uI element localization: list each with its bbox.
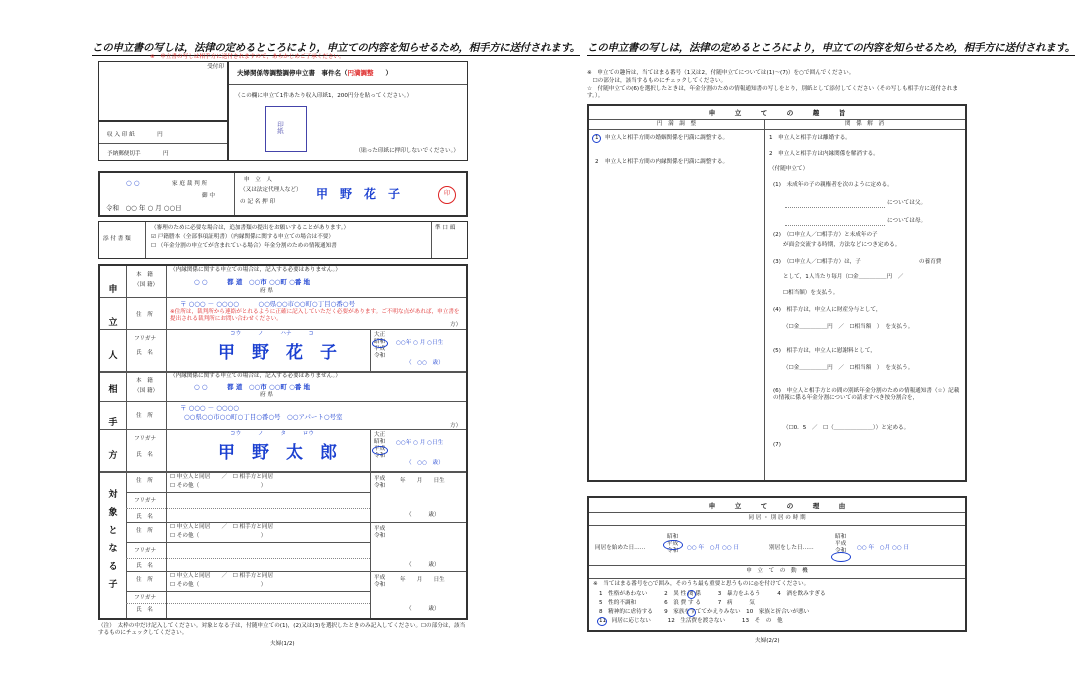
respondent-fuken: 府 県 xyxy=(260,392,273,398)
respondent-honseki: ○ ○ 都 道 ○○市 ○○町 ○番 地 xyxy=(194,383,311,391)
en-2-num: 2 xyxy=(595,159,599,165)
form-page-2 xyxy=(585,0,1075,683)
r-honseki-label: 本 籍 xyxy=(136,378,153,384)
court-box xyxy=(98,171,468,217)
child1-shimei: 氏 名 xyxy=(136,514,153,520)
applicant-side-label: 申 立 人 xyxy=(108,285,118,361)
applicant-name-big: 甲 野 花 子 xyxy=(218,343,337,363)
inshi-note: （貼った印紙に押印しないでください。） xyxy=(355,148,459,154)
case-title: 夫婦関係等調整調停申立書 事件名（円満調整 ） xyxy=(237,69,392,77)
applicant-era: 大正 昭和 平成 令和 xyxy=(374,332,386,359)
r-kokuseki-label: （国 籍） xyxy=(134,388,159,394)
respondent-postal: 〒 ○○○ － ○○○○ xyxy=(180,404,239,412)
doki-11-circle xyxy=(597,617,607,626)
child2-jusho-label: 住 所 xyxy=(136,528,153,534)
court-pref: ○ ○ xyxy=(126,179,140,187)
dokyo-era-circle xyxy=(663,540,683,550)
attach-box xyxy=(98,221,468,259)
child3-addr1: ☐ 申立人と同居 ／ ☐ 相手方と同居 xyxy=(170,573,274,579)
honseki-note: （内縁関係に関する申立ての場合は，記入する必要はありません。） xyxy=(170,267,341,273)
respondent-birth: ○○年 ○ 月 ○日生 xyxy=(396,440,444,446)
kankei-header: 関 係 解 消 xyxy=(844,121,885,127)
gochu: 御 中 xyxy=(202,193,215,199)
dokyo-start-label: 同居を始めた日…… xyxy=(595,545,646,551)
r-honseki-note: （内縁関係に関する申立ての場合は，記入する必要はありません。） xyxy=(170,373,341,379)
respondent-side-label: 相 手 方 xyxy=(108,385,118,461)
kankei-2: 2 申立人と相手方は内縁関係を解消する。 xyxy=(769,151,879,157)
respondent-era: 大正 昭和 平成 令和 xyxy=(374,432,386,459)
fuzui-3d: ☐相当額）を支払う。 xyxy=(783,290,839,296)
fuzui-1: (1) 未成年の子の親権者を次のように定める。 xyxy=(773,182,893,188)
applicant-fuken: 府 県 xyxy=(260,288,273,294)
respondent-kata: 方） xyxy=(450,423,462,429)
fuzui-3c: として，1人当たり毎月（☐金＿＿＿＿＿円 ／ xyxy=(783,274,904,280)
applicant-age: （ ○○ 歳） xyxy=(406,360,444,366)
child1-jusho-label: 住 所 xyxy=(136,478,153,484)
fuzui-1a: については父。 xyxy=(887,200,927,206)
r-jusho-label: 住 所 xyxy=(136,413,153,419)
fuzui-3b: の養育費 xyxy=(919,259,942,265)
honseki-label: 本 籍 xyxy=(136,272,153,278)
applicant-kata: 方） xyxy=(450,322,462,328)
child1-era: 平成 令和 xyxy=(374,476,386,489)
applicant-birth: ○○年 ○ 月 ○日生 xyxy=(396,340,444,346)
junkou: 準 口 頭 xyxy=(435,225,456,231)
riyu-title: 申 立 て の 理 由 xyxy=(708,502,846,510)
applicant-furigana-label: フリガナ xyxy=(134,336,157,342)
attach-label: 添 付 書 類 xyxy=(103,236,131,242)
dokyo-era: 昭和 平成 令和 xyxy=(667,534,679,554)
child3-shimei: 氏 名 xyxy=(136,607,153,613)
child2-age: （ 歳） xyxy=(406,562,440,568)
dokyo-date: ○○ 年 ○月 ○○ 日 xyxy=(687,545,740,551)
address-note: ※住所は，裁判所から連絡がとれるように正確に記入していただく必要があります。ご不明な点があれば，申立書を提出される裁判所にお問い合わせください。 xyxy=(170,309,460,322)
fee-box xyxy=(98,121,228,161)
fuzui-6: (6) 申立人と相手方との間の別紙年金分割のための情報通知書（☆）記載の情報に係る年金分割についての請求すべき按分割合を， xyxy=(773,388,960,401)
bekkyo-era-circle xyxy=(831,552,851,562)
applicant-address: 〒 ○○○ － ○○○○ ○○県○○市○○町○丁目○番○号 xyxy=(180,300,355,308)
enman-2: 申立人と相手方間の内縁関係を円満に調整する。 xyxy=(605,159,729,165)
inshi-box xyxy=(265,106,307,152)
r-era-circle xyxy=(372,446,388,455)
child3-era: 平成 令和 xyxy=(374,575,386,588)
fuzui-4b: （☐金＿＿＿＿＿円 ／ ☐相当額 ） を支払う。 xyxy=(783,324,914,330)
doki-row-3: 8 精神的に虐待する 9 家族をすててかえりみない 10 家族と折合いが悪い xyxy=(599,609,810,615)
child2-furigana: フリガナ xyxy=(134,548,157,554)
enman-1: 申立人と相手方間の婚姻関係を円満に調整する。 xyxy=(605,135,729,141)
fuzui-2: (2) （☐申立人／☐相手方）と未成年の子 xyxy=(773,232,878,238)
respondent-address: ○○県○○市○○町○丁目○番○号 ○○アパート○号室 xyxy=(184,413,343,421)
era-circle xyxy=(372,339,388,348)
yubin-kitte: 予納郵便切手 円 xyxy=(107,151,169,157)
doki-row-1: 1 性格があわない 2 異 性 関 係 3 暴力をふるう 4 酒を飲みすぎる xyxy=(599,591,826,597)
applicant-label: 申 立 人 xyxy=(244,177,272,183)
applicant-jusho-label: 住 所 xyxy=(136,312,153,318)
child1-birth: 年 月 日生 xyxy=(400,478,445,484)
stamp-box xyxy=(228,61,468,161)
attach-line-3: ☐ （年金分割の申立てが含まれている場合）年金分割のための情報通知書 xyxy=(151,243,337,249)
child2-shimei: 氏 名 xyxy=(136,563,153,569)
child3-age: （ 歳） xyxy=(406,606,440,612)
parties-table xyxy=(98,264,468,620)
p2-note-1: ※ 申立ての趣旨は，当てはまる番号（1又は2，付随申立てについては(1)～(7)）を○で囲んでください。 xyxy=(587,70,855,76)
respondent-age: （ ○○ 歳） xyxy=(406,460,444,466)
page1-number: 夫婦(1/2) xyxy=(270,641,295,647)
page1-header: この申立書の写しは，法律の定めるところにより，申立ての内容を知らせるため，相手方に送付されます。 xyxy=(92,42,581,54)
fuzui-1b: については母。 xyxy=(887,218,927,224)
child3-jusho-label: 住 所 xyxy=(136,577,153,583)
respondent-kana: コウ ノ タ ロウ xyxy=(230,431,314,437)
child1-addr1: ☐ 申立人と同居 ／ ☐ 相手方と同居 xyxy=(170,474,274,480)
applicant-name: 甲 野 花 子 xyxy=(316,187,401,201)
doki-row-4: 11 同居に応じない 12 生活費を渡さない 13 そ の 他 xyxy=(599,618,783,624)
page2-number: 夫婦(2/2) xyxy=(755,638,780,644)
enman-header: 円 満 調 整 xyxy=(656,121,697,127)
child3-birth: 年 月 日生 xyxy=(400,577,445,583)
shunyu-inshi: 収 入 印 紙 円 xyxy=(107,132,163,138)
applicant-honseki: ○ ○ 都 道 ○○市 ○○町 ○番 地 xyxy=(194,278,311,286)
child2-addr2: ☐ その他（ ） xyxy=(170,533,267,539)
doki-9-circle xyxy=(687,608,696,617)
doki-header: 申 立 て の 動 機 xyxy=(746,568,808,574)
respondent-name-big: 甲 野 太 郎 xyxy=(218,443,337,463)
child1-addr2: ☐ その他（ ） xyxy=(170,483,267,489)
doki-note: ※ 当てはまる番号を○で囲み，そのうち最も重要と思うものに◎を付けてください。 xyxy=(593,581,810,587)
bekkyo-date: ○○ 年 ○月 ○○ 日 xyxy=(857,545,910,551)
child3-furigana: フリガナ xyxy=(134,595,157,601)
riyu-table xyxy=(587,496,967,632)
applicant-sign: の 記 名 押 印 xyxy=(240,199,276,205)
applicant-shimei-label: 氏 名 xyxy=(136,350,153,356)
child2-era: 平成 令和 xyxy=(374,526,386,539)
r-shimei-label: 氏 名 xyxy=(136,452,153,458)
fuzui-label: （付随申立て） xyxy=(769,166,809,172)
attach-line-2: ☑ 戸籍謄本（全部事項証明書）（内縁関係に関する申立ての場合は不要） xyxy=(151,234,334,240)
child1-furigana: フリガナ xyxy=(134,498,157,504)
fuzui-3: (3) （☐申立人／☐相手方）は，子 xyxy=(773,259,861,265)
uketsuke-label: 受付印 xyxy=(207,64,224,70)
filing-date: 令和 ○○ 年 ○ 月 ○○日 xyxy=(106,204,182,212)
p2-note-2: ☐の部分は，該当するものにチェックしてください。 xyxy=(587,78,727,84)
fuzui-4: (4) 相手方は，申立人に財産分与として， xyxy=(773,307,882,313)
p2-note-3: ☆ 付随申立ての(6)を選択したときは，年金分割のための情報通知書の写しをとり，別紙として添付してください（その写しも相手方に送付されます。）。 xyxy=(587,86,958,99)
fuzui-2b: が面会交流する時期，方法などにつき定める。 xyxy=(783,242,901,248)
shushi-table xyxy=(587,104,967,482)
page1-footnote: （注） 太枠の中だけ記入してください。対象となる子は，付随申立ての(1)，(2)又は(3)を選択したときのみ記入してください。☐の部分は，該当するものにチェックしてください。 xyxy=(98,623,466,636)
bekkyo-header: 同 居 ・ 別 居 の 時 期 xyxy=(748,515,806,521)
stamp-note: （この欄に申立て1件あたり収入印紙1，200円分を貼ってください。） xyxy=(235,93,413,99)
court-label: 家 庭 裁 判 所 xyxy=(172,181,208,187)
child3-addr2: ☐ その他（ ） xyxy=(170,582,267,588)
page1-red-note: ※ 申立書の写しは相手方に送付されますので，あらかじめご了承ください。 xyxy=(150,54,345,60)
applicant-sub: （又は法定代理人など） xyxy=(240,187,302,193)
form-page-1 xyxy=(90,0,581,683)
shushi-title: 申 立 て の 趣 旨 xyxy=(708,109,846,117)
fuzui-5b: （☐金＿＿＿＿＿円 ／ ☐相当額 ） を支払う。 xyxy=(783,365,914,371)
fuzui-6b: （☐0．5 ／ ☐（＿＿＿＿＿＿＿））と定める。 xyxy=(783,425,910,431)
en-1-num: 1 xyxy=(595,135,599,141)
r-furigana-label: フリガナ xyxy=(134,436,157,442)
seal-stamp: 印 xyxy=(438,186,456,204)
uketsuke-box xyxy=(98,61,228,121)
child1-age: （ 歳） xyxy=(406,512,440,518)
bekkyo-era: 昭和 平成 令和 xyxy=(835,534,847,554)
inshi-label: 印紙 xyxy=(276,121,284,134)
kankei-1: 1 申立人と相手方は離婚する。 xyxy=(769,135,851,141)
children-side-label: 対 象 と な る 子 xyxy=(108,490,118,590)
page2-header: この申立書の写しは，法律の定めるところにより，申立ての内容を知らせるため，相手方に送付されます。 xyxy=(587,42,1075,54)
doki-2-circle xyxy=(687,590,696,599)
fuzui-7: (7) xyxy=(773,442,781,448)
attach-line-1: （審理のために必要な場合は，追加書類の提出をお願いすることがあります。） xyxy=(151,225,350,231)
child2-addr1: ☐ 申立人と同居 ／ ☐ 相手方と同居 xyxy=(170,524,274,530)
bekkyo-label: 別居をした日…… xyxy=(769,545,814,551)
applicant-kana: コウ ノ ハナ コ xyxy=(230,331,314,337)
case-name: 円満調整 xyxy=(347,69,374,77)
kokuseki-label: （国 籍） xyxy=(134,282,159,288)
fuzui-5: (5) 相手方は，申立人に慰謝料として， xyxy=(773,348,876,354)
doki-row-2: 5 性的不調和 6 浪 費 す る 7 病 気 xyxy=(599,600,755,606)
